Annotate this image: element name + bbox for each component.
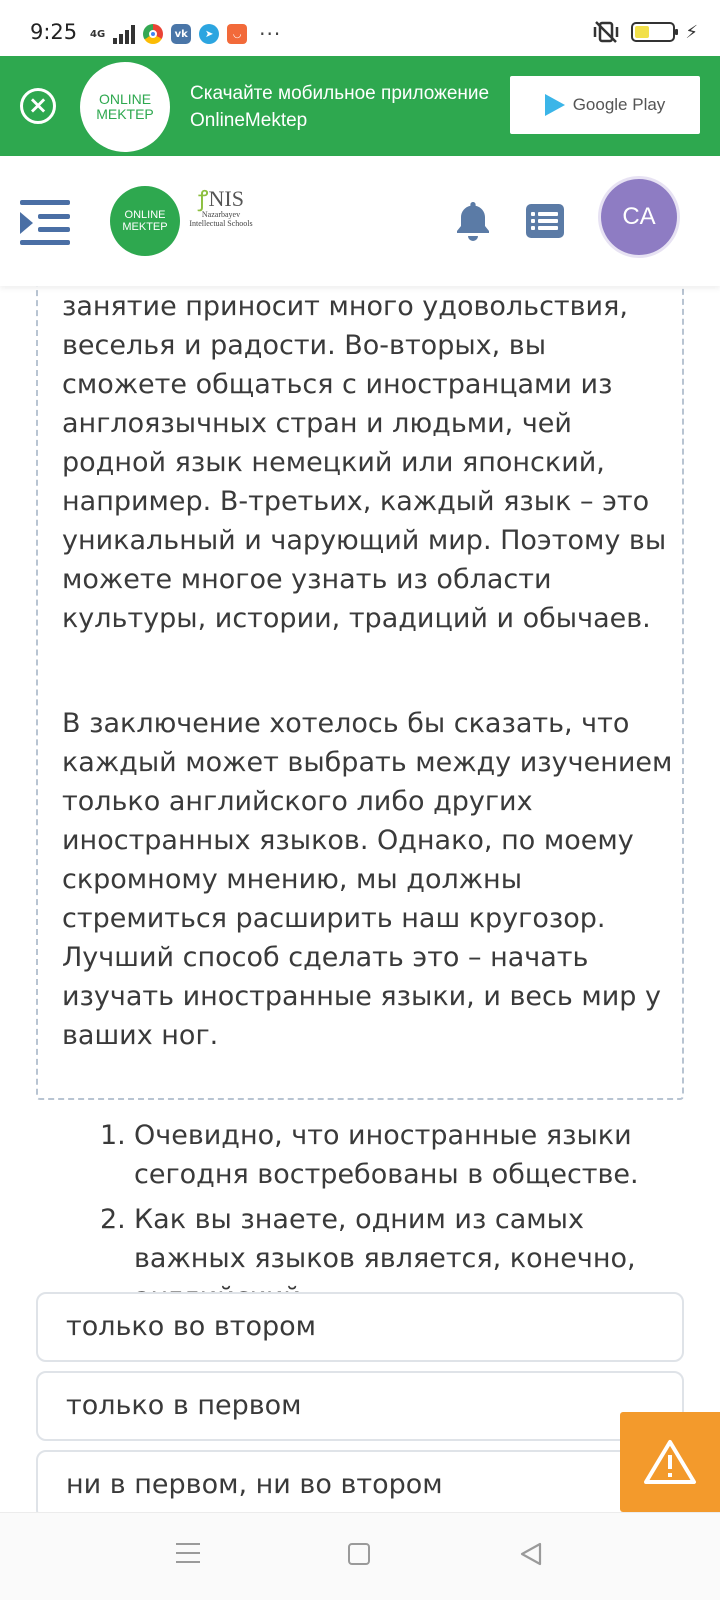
status-icons-left — [90, 20, 281, 48]
status-icons-right — [591, 20, 698, 44]
menu-icon[interactable] — [20, 200, 70, 246]
statement-number: 2. — [100, 1204, 126, 1235]
answer-option[interactable]: ни в первом, ни во втором — [36, 1450, 684, 1520]
nis-subtitle: Nazarbayev Intellectual Schools — [189, 210, 253, 228]
more-notifications-icon: ··· — [259, 22, 282, 46]
onlinemektep-home-logo[interactable] — [110, 186, 180, 256]
signal-icon — [113, 24, 135, 44]
task-content — [0, 286, 720, 1510]
banner-text: Скачайте мобильное приложение OnlineMektep — [190, 83, 490, 131]
status-time: 9:25 — [30, 20, 78, 44]
logo-line2: MEKTEP — [122, 221, 168, 233]
logo-line1: ONLINE — [98, 91, 152, 107]
app-header — [0, 156, 720, 286]
onlinemektep-logo — [80, 62, 170, 152]
nis-mark: ꝭNIS — [198, 186, 244, 211]
statement-item — [100, 1116, 660, 1194]
bell-icon[interactable] — [454, 200, 492, 242]
network-type: 4G — [90, 28, 106, 40]
passage-paragraph: занятие приносит много удовольствия, веселья и радости. Во-вторых, вы сможете общаться с иностранцами из англоязычных стран и людьми, чей родной язык немецкий или японский, например. В-третьих, каждый язык – это уникальный и чарующий мир. Поэтому вы можете многое узнать из области культуры, истории, традиций и обычаев. — [62, 291, 667, 634]
battery-icon — [631, 22, 675, 42]
vk-icon: vk — [171, 24, 191, 44]
close-banner-button[interactable]: × — [20, 88, 56, 124]
recent-apps-icon[interactable] — [176, 1543, 200, 1565]
status-bar — [0, 0, 720, 56]
statement-text: Очевидно, что иностранные языки сегодня востребованы в обществе. — [134, 1120, 639, 1190]
report-problem-button[interactable] — [620, 1412, 720, 1512]
app-notification-icon: ◡ — [227, 24, 247, 44]
app-download-banner — [0, 56, 720, 156]
google-play-label: Google Play — [572, 95, 666, 114]
vibrate-mute-icon — [591, 20, 621, 44]
answer-option[interactable]: только в первом — [36, 1371, 684, 1441]
chrome-icon — [143, 24, 163, 44]
warning-icon — [643, 1438, 697, 1486]
logo-line1: ONLINE — [124, 209, 166, 221]
user-avatar[interactable]: CA — [601, 179, 677, 255]
google-play-icon — [545, 94, 565, 116]
statement-number: 1. — [100, 1120, 126, 1151]
statement-text: Как вы знаете, одним из самых важных языков является, конечно, — [134, 1204, 636, 1274]
list-icon[interactable] — [526, 204, 564, 238]
nis-logo — [186, 188, 256, 258]
answer-option[interactable]: только во втором — [36, 1292, 684, 1362]
home-icon[interactable] — [348, 1543, 370, 1565]
telegram-icon: ➤ — [199, 24, 219, 44]
logo-line2: MEKTEP — [96, 106, 154, 122]
google-play-button[interactable] — [510, 76, 700, 134]
back-icon[interactable] — [518, 1541, 544, 1567]
reading-passage — [36, 256, 684, 1100]
passage-paragraph: В заключение хотелось бы сказать, что каждый может выбрать между изучением только английского либо других иностранных языков. Однако, по моему скромному мнению, мы должны стремиться расширить наш кругозор. Лучший способ сделать это – начать изучать иностранные языки, и весь мир у ваших ног. — [62, 708, 673, 1051]
system-navigation-bar — [0, 1512, 720, 1600]
charging-icon: ⚡ — [685, 21, 698, 43]
